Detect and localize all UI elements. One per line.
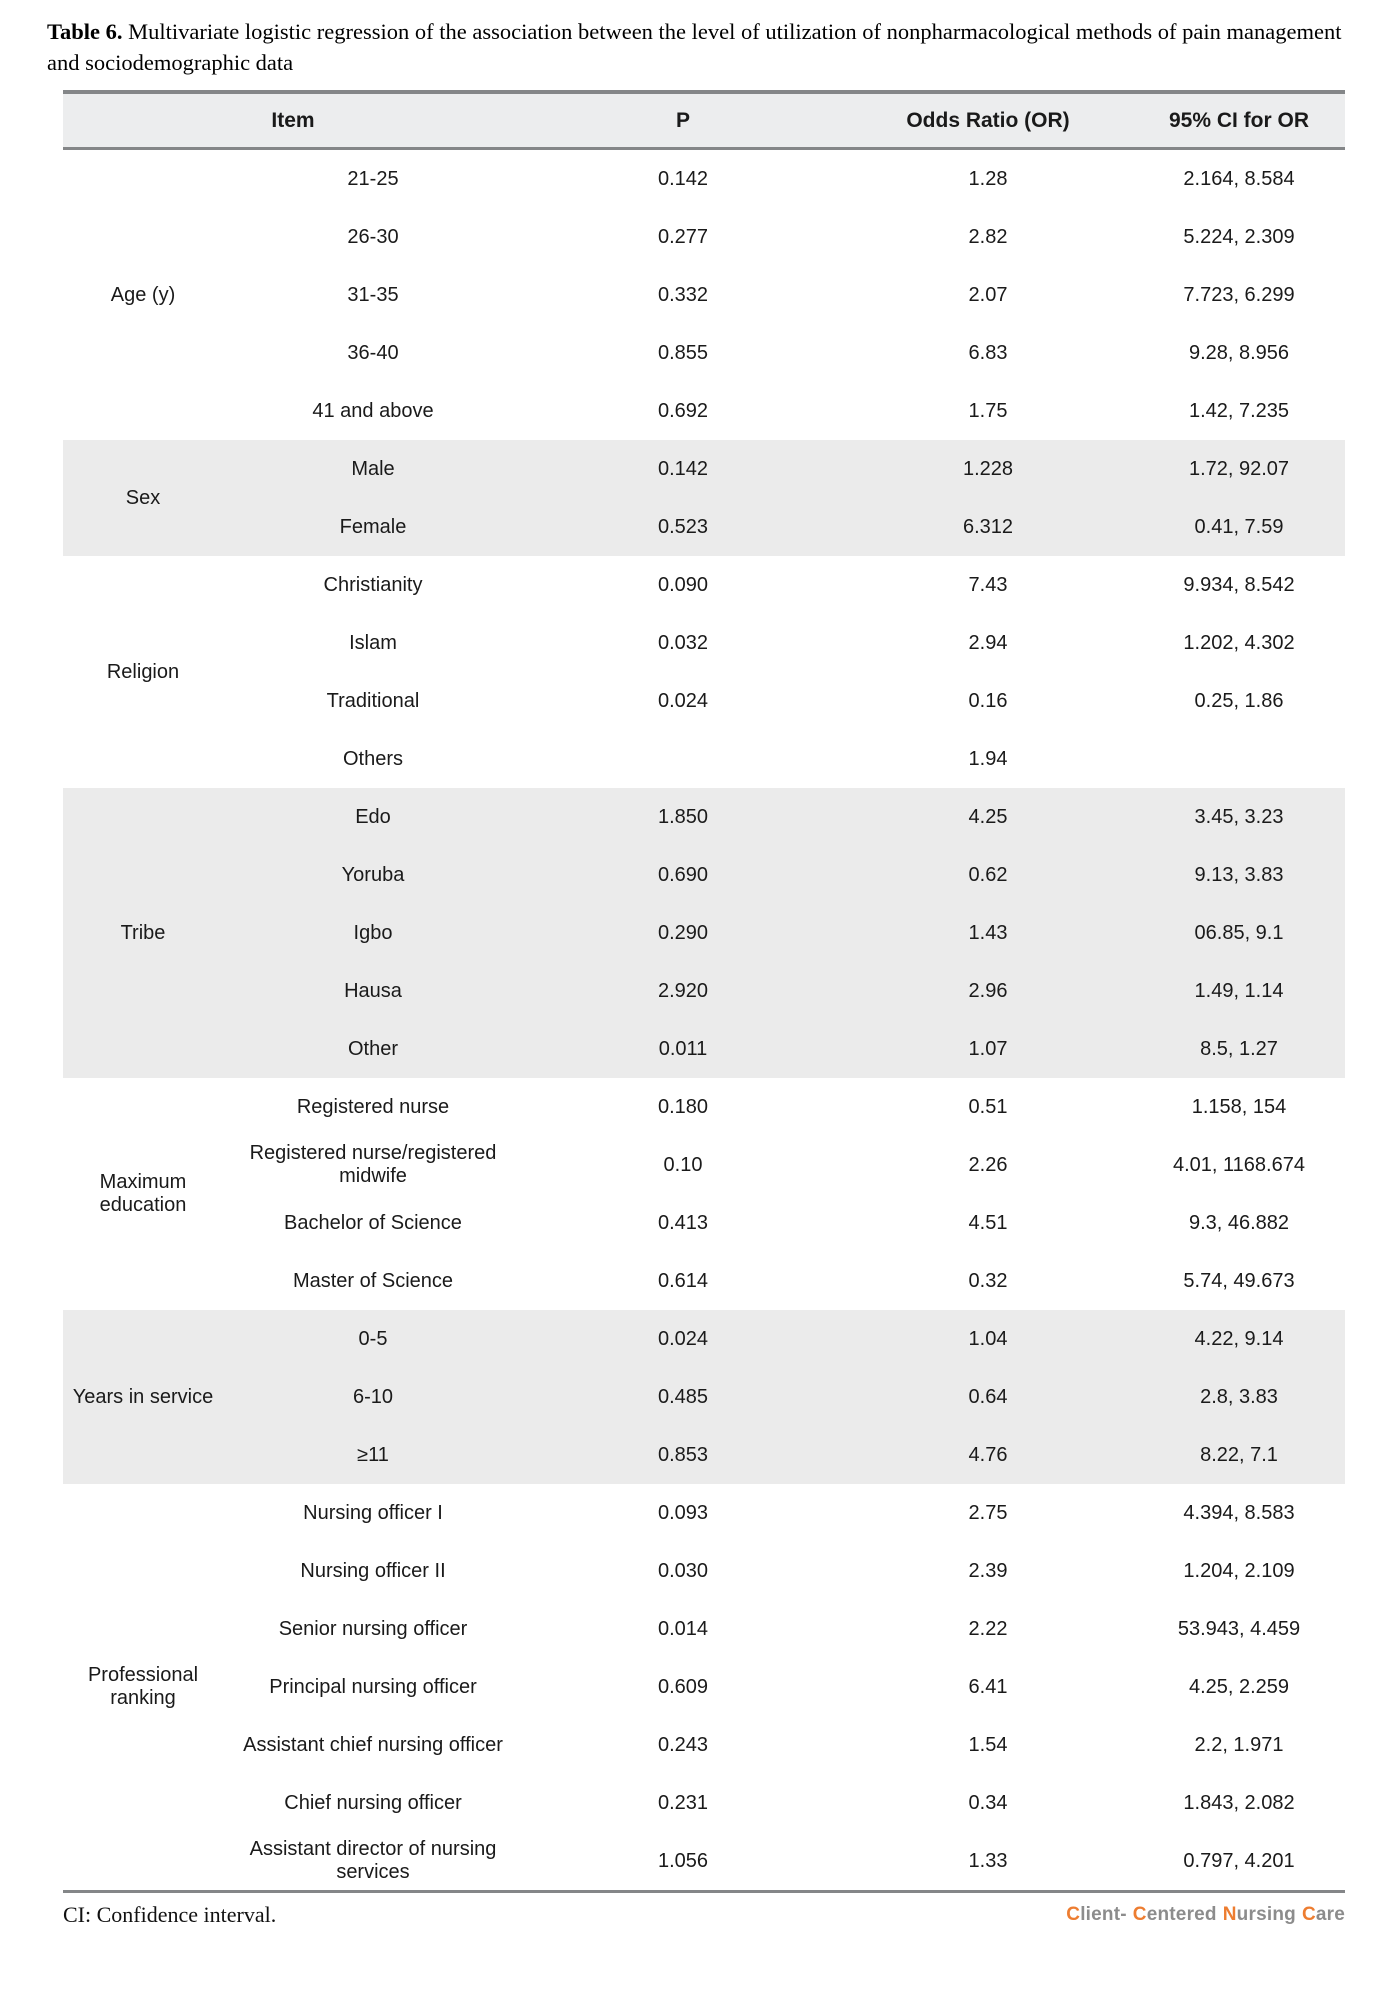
cell-item: Master of Science bbox=[292, 1269, 454, 1292]
cell-ci: 4.25, 2.259 bbox=[1188, 1675, 1290, 1698]
column-header-odds-ratio: Odds Ratio (OR) bbox=[906, 108, 1070, 132]
cell-item: 36-40 bbox=[347, 341, 399, 364]
table-row bbox=[223, 614, 1345, 672]
variable-group-professional-ranking bbox=[63, 1484, 1345, 1890]
cell-item: Bachelor of Science bbox=[284, 1211, 462, 1234]
cell-ci: 7.723, 6.299 bbox=[1183, 283, 1295, 306]
cell-p: 0.093 bbox=[657, 1501, 709, 1524]
cell-item: Edo bbox=[355, 805, 391, 828]
brand-word: Care bbox=[1301, 1904, 1345, 1925]
cell-p: 0.485 bbox=[657, 1385, 709, 1408]
table-row bbox=[223, 324, 1345, 382]
table-row bbox=[223, 788, 1345, 846]
cell-or: 7.43 bbox=[968, 573, 1008, 596]
cell-item: Others bbox=[342, 747, 404, 770]
cell-ci: 4.394, 8.583 bbox=[1183, 1501, 1295, 1524]
cell-item: Yoruba bbox=[341, 863, 405, 886]
cell-p: 0.024 bbox=[657, 1327, 709, 1350]
column-header-item: Item bbox=[271, 108, 315, 132]
cell-p: 0.413 bbox=[657, 1211, 709, 1234]
cell-or: 2.39 bbox=[968, 1559, 1008, 1582]
cell-item: Islam bbox=[349, 631, 397, 654]
table-row bbox=[223, 1716, 1345, 1774]
cell-or: 1.94 bbox=[968, 747, 1008, 770]
cell-p: 2.920 bbox=[657, 979, 709, 1002]
cell-p: 0.014 bbox=[657, 1617, 709, 1640]
cell-ci: 1.158, 154 bbox=[1191, 1095, 1287, 1118]
cell-p: 0.142 bbox=[657, 167, 709, 190]
group-rows bbox=[223, 1484, 1345, 1890]
group-label: Professional ranking bbox=[87, 1664, 199, 1709]
cell-ci: 2.2, 1.971 bbox=[1194, 1733, 1284, 1756]
cell-item: Traditional bbox=[326, 689, 420, 712]
cell-or: 0.16 bbox=[968, 689, 1008, 712]
table-row bbox=[223, 1484, 1345, 1542]
table-body bbox=[63, 150, 1345, 1893]
cell-p: 0.180 bbox=[657, 1095, 709, 1118]
cell-item: Male bbox=[351, 457, 395, 480]
group-label: Tribe bbox=[120, 921, 166, 944]
cell-or: 2.07 bbox=[968, 283, 1008, 306]
group-rows bbox=[223, 1078, 1345, 1310]
cell-item: 31-35 bbox=[347, 283, 399, 306]
table-row bbox=[223, 1832, 1345, 1890]
group-label: Maximum education bbox=[99, 1171, 187, 1216]
group-label: Years in service bbox=[72, 1385, 214, 1408]
cell-or: 1.07 bbox=[968, 1037, 1008, 1060]
cell-p: 0.032 bbox=[657, 631, 709, 654]
group-rows bbox=[223, 440, 1345, 556]
cell-item: 21-25 bbox=[347, 167, 399, 190]
cell-or: 6.83 bbox=[968, 341, 1008, 364]
cell-item: Chief nursing officer bbox=[284, 1791, 462, 1814]
cell-or: 2.94 bbox=[968, 631, 1008, 654]
cell-or: 1.228 bbox=[962, 457, 1014, 480]
cell-or: 1.28 bbox=[968, 167, 1008, 190]
table-row bbox=[223, 150, 1345, 208]
table-row bbox=[223, 730, 1345, 788]
cell-p: 0.090 bbox=[657, 573, 709, 596]
cell-p: 0.614 bbox=[657, 1269, 709, 1292]
cell-p: 0.231 bbox=[657, 1791, 709, 1814]
cell-or: 6.312 bbox=[962, 515, 1014, 538]
cell-p bbox=[523, 748, 843, 771]
cell-or: 0.34 bbox=[968, 1791, 1008, 1814]
table-row bbox=[223, 846, 1345, 904]
abbreviation-note: CI: Confidence interval. bbox=[63, 1902, 277, 1927]
cell-or: 0.32 bbox=[968, 1269, 1008, 1292]
cell-item: Igbo bbox=[353, 921, 393, 944]
brand-word: Client- bbox=[1066, 1904, 1127, 1925]
cell-ci: 53.943, 4.459 bbox=[1177, 1617, 1301, 1640]
cell-p: 0.243 bbox=[657, 1733, 709, 1756]
variable-group-religion bbox=[63, 556, 1345, 788]
cell-or: 1.04 bbox=[968, 1327, 1008, 1350]
cell-item: Hausa bbox=[344, 979, 402, 1002]
table-row bbox=[223, 1136, 1345, 1194]
cell-or: 0.62 bbox=[968, 863, 1008, 886]
cell-ci: 9.28, 8.956 bbox=[1188, 341, 1290, 364]
cell-p: 0.024 bbox=[657, 689, 709, 712]
cell-ci: 9.13, 3.83 bbox=[1194, 863, 1284, 886]
table-title bbox=[47, 16, 1359, 78]
table-row bbox=[223, 1252, 1345, 1310]
cell-or: 4.76 bbox=[968, 1443, 1008, 1466]
cell-p: 0.853 bbox=[657, 1443, 709, 1466]
cell-item: Assistant chief nursing officer bbox=[243, 1733, 503, 1756]
cell-p: 0.290 bbox=[657, 921, 709, 944]
regression-table bbox=[63, 90, 1345, 1893]
group-rows bbox=[223, 556, 1345, 788]
table-row bbox=[223, 266, 1345, 324]
cell-ci: 0.797, 4.201 bbox=[1183, 1849, 1295, 1872]
cell-or: 4.25 bbox=[968, 805, 1008, 828]
cell-ci: 8.5, 1.27 bbox=[1200, 1037, 1278, 1060]
table-row bbox=[223, 1600, 1345, 1658]
cell-item: Nursing officer II bbox=[300, 1559, 446, 1582]
cell-or: 1.75 bbox=[968, 399, 1008, 422]
variable-group-years-in-service bbox=[63, 1310, 1345, 1484]
cell-p: 0.277 bbox=[657, 225, 709, 248]
cell-ci: 9.934, 8.542 bbox=[1183, 573, 1295, 596]
table-row bbox=[223, 1426, 1345, 1484]
cell-item: 0-5 bbox=[358, 1327, 388, 1350]
cell-ci: 9.3, 46.882 bbox=[1188, 1211, 1290, 1234]
cell-or: 4.51 bbox=[968, 1211, 1008, 1234]
table-row bbox=[223, 1542, 1345, 1600]
table-row bbox=[223, 1020, 1345, 1078]
cell-item: Assistant director of nursing services bbox=[249, 1838, 497, 1883]
group-label: Religion bbox=[106, 660, 180, 683]
cell-or: 1.54 bbox=[968, 1733, 1008, 1756]
cell-or: 0.64 bbox=[968, 1385, 1008, 1408]
cell-ci: 1.843, 2.082 bbox=[1183, 1791, 1295, 1814]
cell-ci: 5.224, 2.309 bbox=[1183, 225, 1295, 248]
table-row bbox=[223, 962, 1345, 1020]
cell-p: 0.692 bbox=[657, 399, 709, 422]
cell-or: 2.82 bbox=[968, 225, 1008, 248]
cell-or: 2.96 bbox=[968, 979, 1008, 1002]
table-row bbox=[223, 1658, 1345, 1716]
cell-item: 6-10 bbox=[352, 1385, 394, 1408]
cell-item: ≥11 bbox=[357, 1443, 389, 1466]
cell-ci: 5.74, 49.673 bbox=[1183, 1269, 1295, 1292]
group-label: Sex bbox=[125, 486, 161, 509]
cell-p: 1.850 bbox=[657, 805, 709, 828]
cell-ci: 4.01, 1168.674 bbox=[1173, 1153, 1305, 1176]
table-row bbox=[223, 1310, 1345, 1368]
brand-word: Nursing bbox=[1222, 1904, 1296, 1925]
cell-ci: 3.45, 3.23 bbox=[1194, 805, 1284, 828]
cell-or: 0.51 bbox=[968, 1095, 1008, 1118]
table-row bbox=[223, 904, 1345, 962]
cell-or: 1.33 bbox=[968, 1849, 1008, 1872]
cell-p: 0.011 bbox=[658, 1037, 708, 1060]
table-row bbox=[223, 1774, 1345, 1832]
table-row bbox=[223, 1194, 1345, 1252]
cell-item: Principal nursing officer bbox=[269, 1675, 477, 1698]
cell-p: 0.142 bbox=[657, 457, 709, 480]
cell-ci: 1.49, 1.14 bbox=[1194, 979, 1284, 1002]
cell-or: 2.22 bbox=[968, 1617, 1008, 1640]
group-label: Age (y) bbox=[110, 283, 176, 306]
cell-ci: 2.164, 8.584 bbox=[1183, 167, 1295, 190]
group-rows bbox=[223, 1310, 1345, 1484]
table-row bbox=[223, 1368, 1345, 1426]
table-title-text: Multivariate logistic regression of the association between the level of utilization of nonpharmacological methods of pain management and sociodemographic data bbox=[47, 19, 1342, 75]
cell-ci: 06.85, 9.1 bbox=[1194, 921, 1284, 944]
journal-brand-logo bbox=[1066, 1902, 1345, 1926]
column-header-ci: 95% CI for OR bbox=[1168, 108, 1310, 132]
cell-item: Other bbox=[347, 1037, 399, 1060]
cell-or: 6.41 bbox=[968, 1675, 1008, 1698]
cell-item: Registered nurse bbox=[296, 1095, 450, 1118]
cell-p: 0.10 bbox=[663, 1153, 703, 1176]
cell-ci: 0.25, 1.86 bbox=[1194, 689, 1284, 712]
cell-item: Christianity bbox=[323, 573, 423, 596]
table-header-row bbox=[63, 90, 1345, 150]
cell-p: 1.056 bbox=[657, 1849, 709, 1872]
cell-ci: 4.22, 9.14 bbox=[1194, 1327, 1284, 1350]
cell-item: Senior nursing officer bbox=[278, 1617, 468, 1640]
cell-p: 0.523 bbox=[657, 515, 709, 538]
cell-ci bbox=[1133, 748, 1345, 771]
cell-p: 0.855 bbox=[657, 341, 709, 364]
variable-group-tribe bbox=[63, 788, 1345, 1078]
cell-ci: 1.72, 92.07 bbox=[1188, 457, 1290, 480]
table-row bbox=[223, 440, 1345, 498]
cell-p: 0.030 bbox=[657, 1559, 709, 1582]
cell-ci: 2.8, 3.83 bbox=[1200, 1385, 1278, 1408]
cell-or: 1.43 bbox=[968, 921, 1008, 944]
column-header-p: P bbox=[675, 108, 690, 132]
cell-item: Registered nurse/registered midwife bbox=[249, 1142, 497, 1187]
brand-word: Centered bbox=[1132, 1904, 1217, 1925]
cell-item: 26-30 bbox=[347, 225, 399, 248]
cell-ci: 8.22, 7.1 bbox=[1200, 1443, 1278, 1466]
cell-or: 2.26 bbox=[968, 1153, 1008, 1176]
cell-p: 0.690 bbox=[657, 863, 709, 886]
table-row bbox=[223, 382, 1345, 440]
cell-p: 0.609 bbox=[657, 1675, 709, 1698]
cell-item: Female bbox=[339, 515, 407, 538]
variable-group-sex bbox=[63, 440, 1345, 556]
group-rows bbox=[223, 150, 1345, 440]
table-row bbox=[223, 208, 1345, 266]
table-footer bbox=[63, 1902, 1345, 1928]
cell-ci: 1.202, 4.302 bbox=[1183, 631, 1295, 654]
cell-or: 2.75 bbox=[968, 1501, 1008, 1524]
cell-ci: 0.41, 7.59 bbox=[1194, 515, 1284, 538]
table-row bbox=[223, 556, 1345, 614]
cell-item: 41 and above bbox=[312, 399, 434, 422]
table-row bbox=[223, 672, 1345, 730]
variable-group-age-y bbox=[63, 150, 1345, 440]
variable-group-maximum-education bbox=[63, 1078, 1345, 1310]
cell-item: Nursing officer I bbox=[303, 1501, 443, 1524]
table-row bbox=[223, 498, 1345, 556]
cell-p: 0.332 bbox=[657, 283, 709, 306]
cell-ci: 1.42, 7.235 bbox=[1188, 399, 1290, 422]
table-row bbox=[223, 1078, 1345, 1136]
table-title-label: Table 6. bbox=[47, 19, 123, 44]
cell-ci: 1.204, 2.109 bbox=[1183, 1559, 1295, 1582]
group-rows bbox=[223, 788, 1345, 1078]
